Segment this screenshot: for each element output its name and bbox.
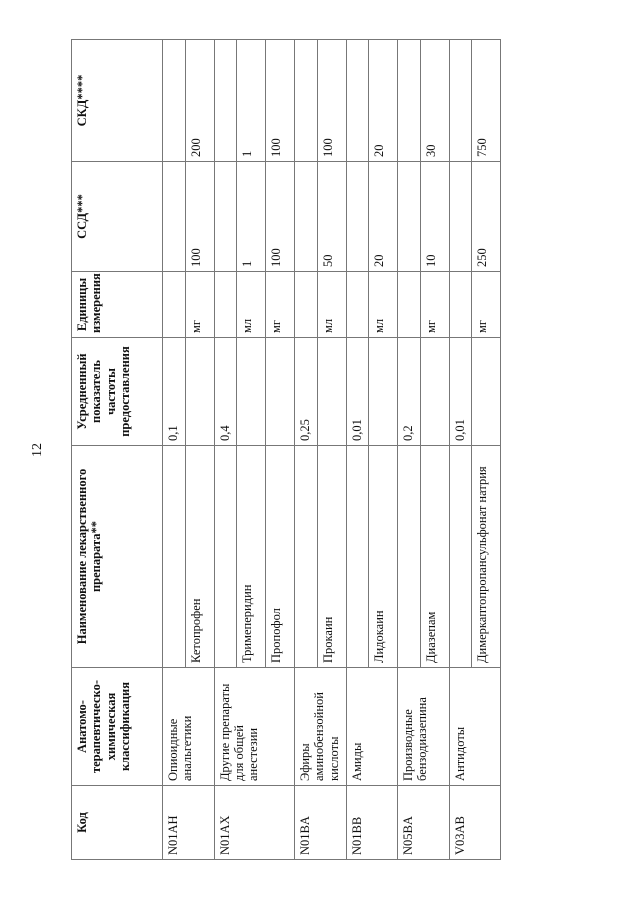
cell-unit: мг xyxy=(266,272,295,338)
page-number: 12 xyxy=(30,443,45,457)
cell-skd: 30 xyxy=(420,40,449,162)
cell-unit: мл xyxy=(237,272,266,338)
cell-unit: мг xyxy=(420,272,449,338)
cell-frequency xyxy=(472,338,501,446)
cell-drug: Лидокаин xyxy=(369,446,398,668)
cell-ssd: 1 xyxy=(237,162,266,272)
cell-code: N01BA xyxy=(295,786,347,860)
header-code: Код xyxy=(72,786,163,860)
cell-ssd: 20 xyxy=(369,162,398,272)
cell-frequency: 0,1 xyxy=(163,338,186,446)
cell-code: N01AX xyxy=(214,786,295,860)
cell-atc: Опиоидные анальгетики xyxy=(163,668,215,786)
cell-ssd: 50 xyxy=(317,162,346,272)
cell-drug xyxy=(295,446,318,668)
header-frequency: Усредненный показатель частоты предоставления xyxy=(72,338,163,446)
cell-ssd: 10 xyxy=(420,162,449,272)
table-group-row xyxy=(214,40,237,860)
header-atc: Анатомо-терапевтическо-химическая классификация xyxy=(72,668,163,786)
cell-ssd xyxy=(346,162,369,272)
cell-drug xyxy=(398,446,421,668)
cell-drug xyxy=(163,446,186,668)
cell-drug: Тримеперидин xyxy=(237,446,266,668)
table-group-row xyxy=(398,40,421,860)
cell-ssd: 100 xyxy=(185,162,214,272)
cell-skd: 1 xyxy=(237,40,266,162)
cell-drug: Диазепам xyxy=(420,446,449,668)
cell-skd xyxy=(214,40,237,162)
cell-skd xyxy=(346,40,369,162)
cell-skd: 100 xyxy=(266,40,295,162)
cell-skd xyxy=(449,40,472,162)
table-group-row xyxy=(449,40,472,860)
cell-code: N01BB xyxy=(346,786,398,860)
cell-drug xyxy=(346,446,369,668)
table-header-row xyxy=(72,40,163,860)
cell-skd xyxy=(295,40,318,162)
cell-frequency: 0,2 xyxy=(398,338,421,446)
table-group-row xyxy=(346,40,369,860)
cell-unit xyxy=(295,272,318,338)
cell-unit: мг xyxy=(472,272,501,338)
cell-unit xyxy=(346,272,369,338)
cell-frequency: 0,01 xyxy=(346,338,369,446)
cell-unit xyxy=(398,272,421,338)
drug-table xyxy=(71,39,501,860)
cell-frequency xyxy=(266,338,295,446)
cell-ssd: 100 xyxy=(266,162,295,272)
header-unit: Единицы измерения xyxy=(72,272,163,338)
cell-skd: 100 xyxy=(317,40,346,162)
header-ssd: ССД*** xyxy=(72,162,163,272)
cell-drug xyxy=(214,446,237,668)
cell-atc: Антидоты xyxy=(449,668,501,786)
cell-drug: Пропофол xyxy=(266,446,295,668)
header-skd: СКД**** xyxy=(72,40,163,162)
cell-drug xyxy=(449,446,472,668)
cell-atc: Производные бензодиазепина xyxy=(398,668,450,786)
table-group-row xyxy=(295,40,318,860)
cell-drug: Кетопрофен xyxy=(185,446,214,668)
table-group-row xyxy=(163,40,186,860)
cell-skd: 750 xyxy=(472,40,501,162)
cell-atc: Эфиры аминобензойной кислоты xyxy=(295,668,347,786)
cell-ssd xyxy=(163,162,186,272)
cell-atc: Амиды xyxy=(346,668,398,786)
cell-skd xyxy=(398,40,421,162)
cell-frequency xyxy=(317,338,346,446)
cell-skd xyxy=(163,40,186,162)
cell-frequency xyxy=(420,338,449,446)
cell-drug: Димеркаптопропансульфонат натрия xyxy=(472,446,501,668)
cell-ssd xyxy=(295,162,318,272)
cell-unit xyxy=(163,272,186,338)
cell-frequency: 0,01 xyxy=(449,338,472,446)
cell-frequency xyxy=(237,338,266,446)
cell-unit: мл xyxy=(317,272,346,338)
cell-unit: мл xyxy=(369,272,398,338)
cell-drug: Прокаин xyxy=(317,446,346,668)
cell-unit xyxy=(214,272,237,338)
cell-skd: 20 xyxy=(369,40,398,162)
cell-unit: мг xyxy=(185,272,214,338)
cell-skd: 200 xyxy=(185,40,214,162)
cell-ssd: 250 xyxy=(472,162,501,272)
header-drug: Наименование лекарственного препарата** xyxy=(72,446,163,668)
cell-code: N01AH xyxy=(163,786,215,860)
cell-ssd xyxy=(214,162,237,272)
cell-frequency: 0,4 xyxy=(214,338,237,446)
cell-frequency xyxy=(185,338,214,446)
cell-code: V03AB xyxy=(449,786,501,860)
cell-unit xyxy=(449,272,472,338)
cell-frequency xyxy=(369,338,398,446)
cell-code: N05BA xyxy=(398,786,450,860)
cell-ssd xyxy=(449,162,472,272)
cell-frequency: 0,25 xyxy=(295,338,318,446)
cell-atc: Другие препараты для общей анестезии xyxy=(214,668,295,786)
cell-ssd xyxy=(398,162,421,272)
